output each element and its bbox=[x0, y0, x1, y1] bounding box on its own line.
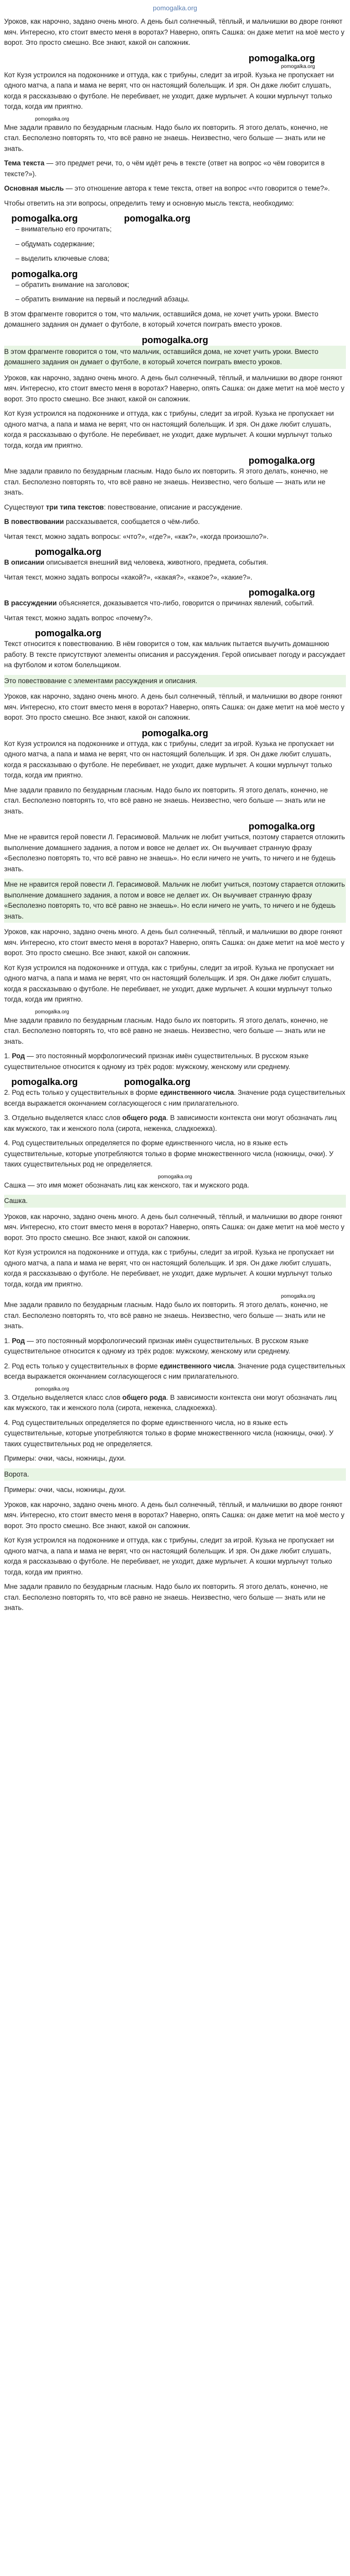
watermark-logo: pomogalka.org bbox=[11, 1077, 78, 1087]
grammar-rule-4: 4. Род существительных определяется по форме единственного числа, но в языке есть существительные, которые употребляются только в форме множественного числа (ножницы, очки). У таких существительных род не определяется. bbox=[4, 1139, 334, 1168]
description-text: описывается внешний вид человека, животного, предмета, события. bbox=[44, 558, 268, 566]
watermark-logo: pomogalka.org bbox=[11, 213, 78, 224]
grammar-rule-1-term: Род bbox=[12, 1052, 25, 1060]
site-header bbox=[4, 3, 346, 13]
watermark-logo-small: pomogalka.org bbox=[35, 1009, 69, 1015]
watermark-logo-small: pomogalka.org bbox=[35, 116, 69, 122]
story-paragraph-1: Уроков, как нарочно, задано очень много. А день был солнечный, тёплый, и мальчишки во дворе гоняют мяч. Интересно, кто стоит вместо меня в воротах? Наверно, опять Сашка: он даже метит на моё место у ворот. Это просто смешно. Все знают, какой он сапожник. bbox=[4, 1212, 345, 1242]
story-paragraph-3: Мне задали правило по безударным гласным. Надо было их повторить. Я этого делать, конечно, не стал. Бесполезно повторять то, что всё равно не знаешь. Неизвестно, чего больше — знать или не знать. bbox=[4, 1583, 328, 1612]
text-type-answer-highlight: Это повествование с элементами рассуждения и описания. bbox=[4, 675, 346, 688]
narration-label: В повествовании bbox=[4, 518, 64, 526]
watermark-logo-small: pomogalka.org bbox=[281, 63, 315, 70]
story-paragraph-1: Уроков, как нарочно, задано очень много. А день был солнечный, тёплый, и мальчишки во дворе гоняют мяч. Интересно, кто стоит вместо меня в воротах? Наверно, опять Сашка: он даже метит на моё место у ворот. Это просто смешно. Все знают, какой он сапожник. bbox=[4, 374, 345, 403]
story-paragraph-2: Кот Кузя устроился на подоконнике и оттуда, как с трибуны, следит за игрой. Кузька не пропускает ни одного матча, а папа и мама не верят, что он настоящий болельщик. И зря. Он даже любит слушать, когда я рассказываю о футболе. Не перебивает, не уходит, даже мурлычет. А кошки мурлычут только тогда, когда им приятно. bbox=[4, 71, 334, 110]
opinion-about-hero: Мне не нравится герой повести Л. Герасимовой. Мальчик не любит учиться, поэтому старается отложить выполнение домашнего задания, а потом и вовсе не делает их. Он выучивает странную фразу «Бесполезно повторять то, что всё равно не знаешь». Но если ничего не учить, то ничего и не будешь знать. bbox=[4, 833, 345, 873]
watermark-logo-small: pomogalka.org bbox=[281, 1294, 315, 1299]
types-intro bbox=[4, 502, 346, 513]
grammar-rule-3-term: общего рода bbox=[122, 1114, 166, 1122]
watermark-logo: pomogalka.org bbox=[11, 268, 78, 279]
watermark-logo: pomogalka.org bbox=[124, 213, 191, 224]
method-item: – обратить внимание на первый и последний абзацы. bbox=[15, 295, 190, 303]
story-paragraph-2: Кот Кузя устроился на подоконнике и оттуда, как с трибуны, следит за игрой. Кузька не пропускает ни одного матча, а папа и мама не верят, что он настоящий болельщик. И зря. Он даже любит слушать, когда я рассказываю о футболе. Не перебивает, не уходит, даже мурлычет. А кошки мурлычут только тогда, когда им приятно. bbox=[4, 410, 334, 449]
story-paragraph-2: Кот Кузя устроился на подоконнике и оттуда, как с трибуны, следит за игрой. Кузька не пропускает ни одного матча, а папа и мама не верят, что он настоящий болельщик. И зря. Он даже любит слушать, когда я рассказываю о футболе. Не перебивает, не уходит, даже мурлычет. А кошки мурлычут только тогда, когда им приятно. bbox=[4, 739, 334, 779]
watermark-logo: pomogalka.org bbox=[248, 821, 315, 832]
story-paragraph-1: Уроков, как нарочно, задано очень много. А день был солнечный, тёплый, и мальчишки во дворе гоняют мяч. Интересно, кто стоит вместо меня в воротах? Наверно, опять Сашка: он даже метит на моё место у ворот. Это просто смешно. Все знают, какой он сапожник. bbox=[4, 928, 345, 957]
watermark-block bbox=[4, 1294, 346, 1300]
grammar-rule-3: 3. Отдельно выделяется класс слов общего рода. В зависимости контекста они могут обозначать лиц как мужского, так и женского пола (сирота, неженка, сладкоежка). bbox=[4, 1393, 337, 1412]
story-paragraph-2: Кот Кузя устроился на подоконнике и оттуда, как с трибуны, следит за игрой. Кузька не пропускает ни одного матча, а папа и мама не верят, что он настоящий болельщик. И зря. Он даже любит слушать, когда я рассказываю о футболе. Не перебивает, не уходит, даже мурлычет. А кошки мурлычут только тогда, когда им приятно. bbox=[4, 1248, 334, 1288]
method-item: – обдумать содержание; bbox=[15, 240, 95, 248]
watermark-block bbox=[4, 116, 346, 123]
watermark-logo: pomogalka.org bbox=[248, 53, 315, 63]
grammar-rule-3-term: общего рода bbox=[122, 1393, 166, 1401]
grammar-rule-4: 4. Род существительных определяется по форме единственного числа, но в языке есть существительные, которые употребляются только в форме множественного числа (ножницы, очки). У таких существительных род не определяется. bbox=[4, 1418, 334, 1448]
watermark-block bbox=[4, 455, 346, 466]
grammar-rule-2-term: единственного числа bbox=[160, 1362, 234, 1370]
story-paragraph-2: Кот Кузя устроился на подоконнике и оттуда, как с трибуны, следит за игрой. Кузька не пропускает ни одного матча, а папа и мама не верят, что он настоящий болельщик. И зря. Он даже любит слушать, когда я рассказываю о футболе. Не перебивает, не уходит, даже мурлычет. А кошки мурлычут только тогда, когда им приятно. bbox=[4, 1536, 334, 1576]
watermark-row bbox=[4, 213, 346, 224]
watermark-block bbox=[4, 53, 346, 70]
method-item: – выделить ключевые слова; bbox=[15, 255, 110, 262]
reasoning-definition bbox=[4, 598, 346, 609]
story-paragraph-3: Мне задали правило по безударным гласным. Надо было их повторить. Я этого делать, конечно, не стал. Бесполезно повторять то, что всё равно не знаешь. Неизвестно, чего больше — знать или не знать. bbox=[4, 467, 328, 496]
watermark-block bbox=[4, 1174, 346, 1180]
opinion-answer-highlight: Мне не нравится герой повести Л. Герасимовой. Мальчик не любит учиться, поэтому старается отложить выполнение домашнего задания, а потом и вовсе не делает их. Он выучивает странную фразу «Бесполезно повторять то, что всё равно не знаешь». Но если ничего не учить, то ничего и не будешь знать. bbox=[4, 878, 346, 923]
idea-text: — это отношение автора к теме текста, ответ на вопрос «что говорится о теме?». bbox=[63, 184, 330, 192]
answer-vorota-highlight: Ворота. bbox=[4, 1468, 346, 1481]
types-intro-bold: три типа текстов bbox=[46, 503, 104, 511]
narration-definition bbox=[4, 517, 346, 528]
grammar-rule-2-term: единственного числа bbox=[160, 1089, 234, 1096]
watermark-block bbox=[4, 334, 346, 346]
examples-line: Примеры: очки, часы, ножницы, духи. bbox=[4, 1486, 126, 1494]
grammar-rule-1-term: Род bbox=[12, 1336, 25, 1345]
watermark-block bbox=[4, 587, 346, 598]
description-label: В описании bbox=[4, 558, 45, 566]
types-intro-label: Существуют bbox=[4, 503, 46, 511]
theme-label: Тема текста bbox=[4, 159, 45, 167]
reasoning-questions: Читая текст, можно задать вопрос «почему?». bbox=[4, 614, 153, 622]
watermark-block bbox=[4, 628, 346, 639]
story-paragraph-3: Мне задали правило по безударным гласным. Надо было их повторить. Я этого делать, конечно, не стал. Бесполезно повторять то, что всё равно не знаешь. Неизвестно, чего больше — знать или не знать. bbox=[4, 1301, 328, 1330]
idea-label: Основная мысль bbox=[4, 184, 64, 192]
method-item: – внимательно его прочитать; bbox=[15, 225, 112, 233]
narration-text: рассказывается, сообщается о чём-либо. bbox=[64, 518, 200, 526]
story-paragraph-1: Уроков, как нарочно, задано очень много. А день был солнечный, тёплый, и мальчишки во дворе гоняют мяч. Интересно, кто стоит вместо меня в воротах? Наверно, опять Сашка: он даже метит на моё место у ворот. Это просто смешно. Все знают, какой он сапожник. bbox=[4, 692, 345, 721]
method-intro: Чтобы ответить на эти вопросы, определить тему и основную мысль текста, необходимо: bbox=[4, 199, 294, 207]
grammar-rule-1: 1. Род — это постоянный морфологический признак имён существительных. В русском языке существительное относится к одному из трёх родов: мужскому, женскому или среднему. bbox=[4, 1052, 309, 1071]
examples-line: Примеры: очки, часы, ножницы, духи. bbox=[4, 1454, 126, 1462]
watermark-logo: pomogalka.org bbox=[124, 1077, 191, 1087]
watermark-block bbox=[4, 727, 346, 739]
reasoning-text: объясняется, доказывается что-либо, говорится о причинах явлений, событий. bbox=[57, 599, 314, 607]
fragment-theme: В этом фрагменте говорится о том, что мальчик, оставшийся дома, не хочет учить уроки. Вместо домашнего задания он думает о футболе, в который хочется поиграть вместо уроков. bbox=[4, 310, 319, 328]
theme-definition bbox=[4, 158, 346, 179]
site-link[interactable]: pomogalka.org bbox=[153, 4, 197, 12]
narration-questions: Читая текст, можно задать вопросы: «что?», «где?», «как?», «когда произошло?». bbox=[4, 532, 269, 540]
grammar-note-sashka: Сашка — это имя может обозначать лиц как женского, так и мужского рода. bbox=[4, 1181, 250, 1189]
grammar-rule-3: 3. Отдельно выделяется класс слов общего рода. В зависимости контекста они могут обозначать лиц как мужского, так и женского пола (сирота, неженка, сладкоежка). bbox=[4, 1114, 337, 1132]
types-intro-rest: : повествование, описание и рассуждение. bbox=[103, 503, 242, 511]
watermark-logo: pomogalka.org bbox=[35, 628, 102, 638]
grammar-rule-2: 2. Род есть только у существительных в форме единственного числа. Значение рода существительных всегда выражается окончанием согласующегося с ним прилагательного. bbox=[4, 1089, 345, 1107]
watermark-block bbox=[4, 1009, 346, 1015]
watermark-block bbox=[4, 821, 346, 832]
story-paragraph-3: Мне задали правило по безударным гласным. Надо было их повторить. Я этого делать, конечно, не стал. Бесполезно повторять то, что всё равно не знаешь. Неизвестно, чего больше — знать или не знать. bbox=[4, 786, 328, 815]
watermark-logo-small: pomogalka.org bbox=[157, 1174, 192, 1180]
reasoning-label: В рассуждении bbox=[4, 599, 57, 607]
watermark-logo-small: pomogalka.org bbox=[35, 1386, 69, 1392]
watermark-logo: pomogalka.org bbox=[142, 334, 208, 345]
grammar-rule-2: 2. Род есть только у существительных в форме единственного числа. Значение рода существительных всегда выражается окончанием согласующегося с ним прилагательного. bbox=[4, 1362, 345, 1380]
theme-text: — это предмет речи, то, о чём идёт речь в тексте (ответ на вопрос «о чём говорится в тексте?»). bbox=[4, 159, 325, 178]
story-paragraph-3: Мне задали правило по безударным гласным. Надо было их повторить. Я этого делать, конечно, не стал. Бесполезно повторять то, что всё равно не знаешь. Неизвестно, чего больше — знать или не знать. bbox=[4, 1016, 328, 1045]
watermark-block bbox=[4, 546, 346, 557]
description-definition bbox=[4, 557, 346, 568]
description-questions: Читая текст, можно задать вопросы «какой?», «какая?», «какое?», «какие?». bbox=[4, 573, 253, 581]
grammar-rule-1: 1. Род — это постоянный морфологический признак имён существительных. В русском языке существительное относится к одному из трёх родов: мужскому, женскому или среднему. bbox=[4, 1336, 309, 1355]
watermark-logo: pomogalka.org bbox=[35, 547, 102, 557]
watermark-logo: pomogalka.org bbox=[142, 727, 208, 738]
story-paragraph-3: Мне задали правило по безударным гласным. Надо было их повторить. Я этого делать, конечно, не стал. Бесполезно повторять то, что всё равно не знаешь. Неизвестно, чего больше — знать или не знать. bbox=[4, 123, 328, 152]
watermark-row bbox=[4, 1076, 346, 1088]
watermark-block bbox=[4, 1386, 346, 1393]
fragment-answer-highlight: В этом фрагменте говорится о том, что мальчик, оставшийся дома, не хочет учить уроки. Вместо домашнего задания он думает о футболе, в который хочется поиграть вместо уроков. bbox=[4, 346, 346, 369]
story-paragraph-1: Уроков, как нарочно, задано очень много. А день был солнечный, тёплый, и мальчишки во дворе гоняют мяч. Интересно, кто стоит вместо меня в воротах? Наверно, опять Сашка: он даже метит на моё место у ворот. Это просто смешно. Все знают, какой он сапожник. bbox=[4, 18, 345, 46]
text-type-conclusion: Текст относится к повествованию. В нём говорится о том, как мальчик пытается выучить домашнюю работу. В тексте присутствуют элементы описания и рассуждения. Герой описывает погоду и рассуждает на футболом и котом болельщиком. bbox=[4, 640, 346, 669]
watermark-row bbox=[4, 268, 346, 280]
idea-definition bbox=[4, 183, 346, 194]
watermark-logo: pomogalka.org bbox=[248, 587, 315, 598]
story-paragraph-2: Кот Кузя устроился на подоконнике и оттуда, как с трибуны, следит за игрой. Кузька не пропускает ни одного матча, а папа и мама не верят, что он настоящий болельщик. И зря. Он даже любит слушать, когда я рассказываю о футболе. Не перебивает, не уходит, даже мурлычет. А кошки мурлычут только тогда, когда им приятно. bbox=[4, 963, 334, 1003]
story-paragraph-1: Уроков, как нарочно, задано очень много. А день был солнечный, тёплый, и мальчишки во дворе гоняют мяч. Интересно, кто стоит вместо меня в воротах? Наверно, опять Сашка: он даже метит на моё место у ворот. Это просто смешно. Все знают, какой он сапожник. bbox=[4, 1500, 345, 1530]
answer-sashka-highlight: Сашка. bbox=[4, 1195, 346, 1208]
watermark-logo: pomogalka.org bbox=[248, 455, 315, 466]
method-item: – обратить внимание на заголовок; bbox=[15, 280, 130, 289]
